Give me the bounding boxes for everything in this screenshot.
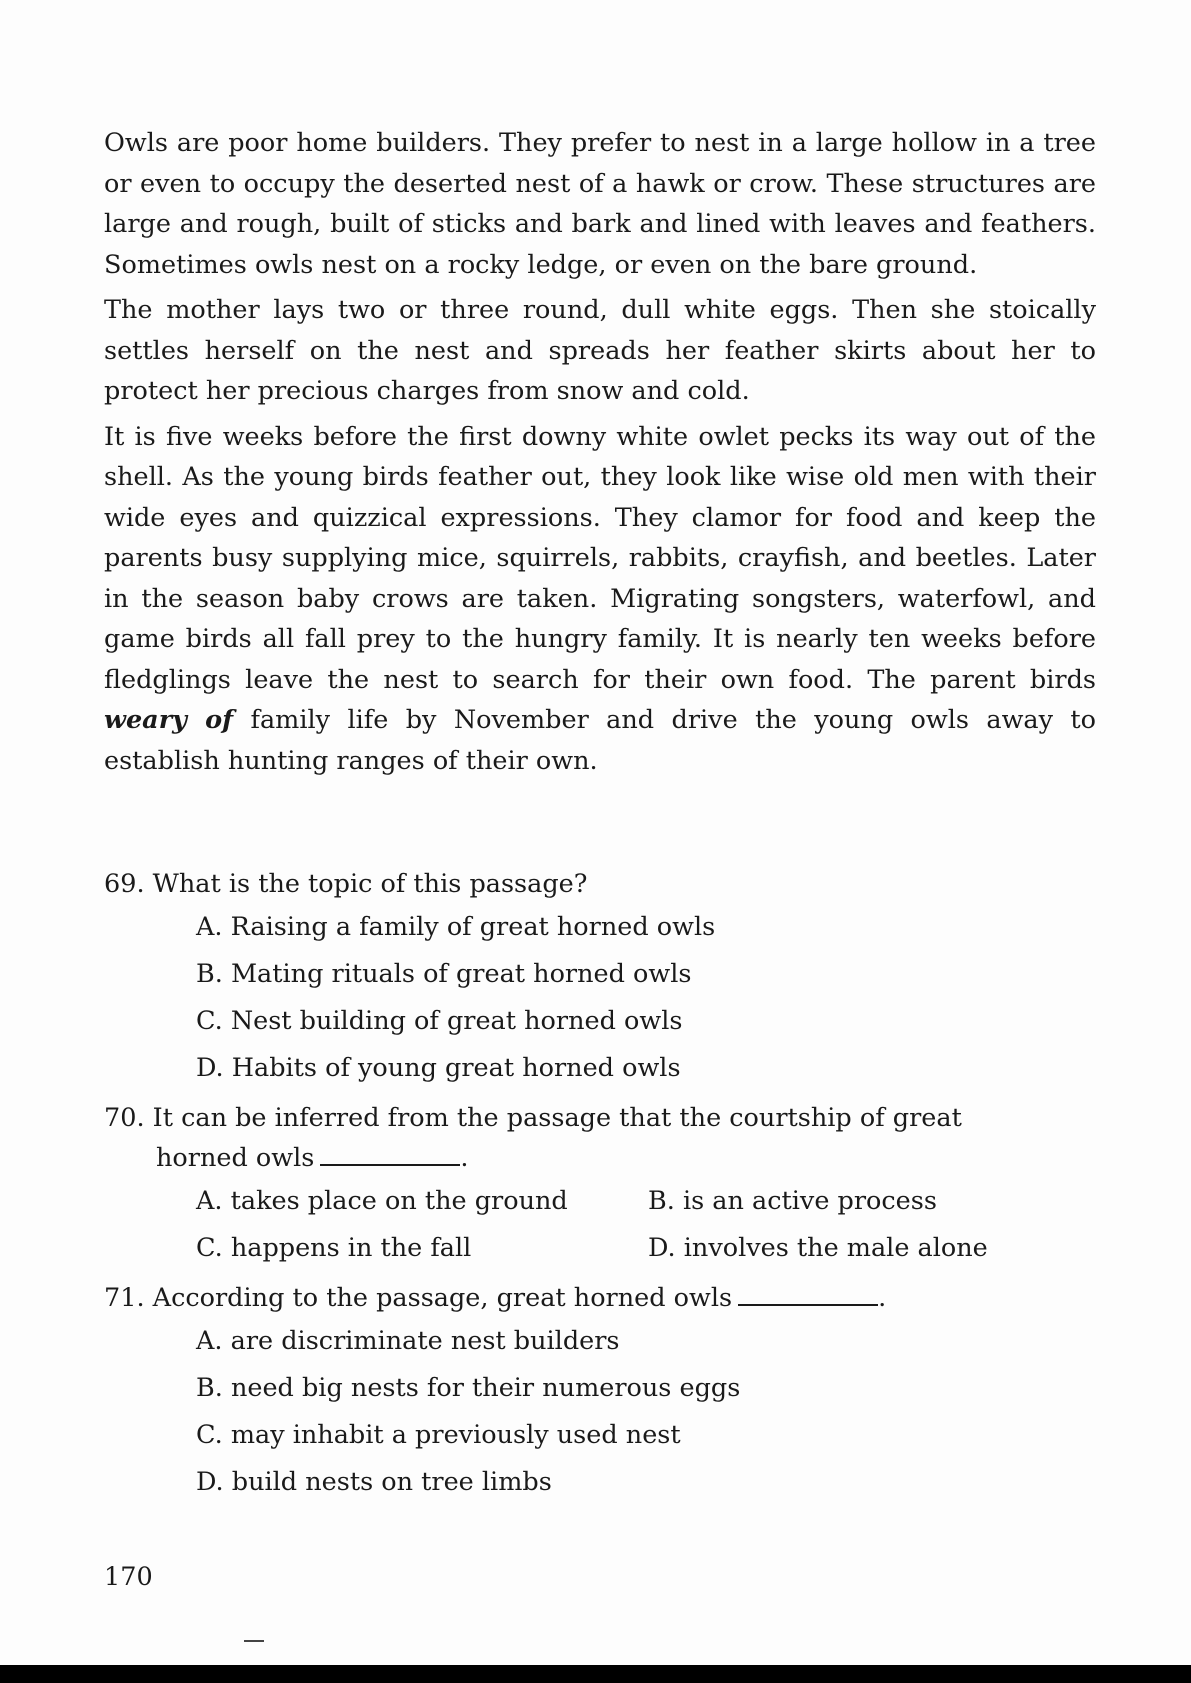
question-71	[104, 1278, 1096, 1506]
question-71-stem	[104, 1278, 1096, 1318]
question-70-option-b: B. is an active process	[648, 1186, 937, 1216]
question-69	[104, 864, 1096, 1092]
question-70	[104, 1098, 1096, 1272]
emphasized-phrase: weary of	[104, 705, 234, 735]
passage-paragraph-3	[104, 417, 1096, 782]
question-70-option-a: A. takes place on the ground	[196, 1186, 568, 1216]
question-71-stem-text: 71. According to the passage, great horned owls	[104, 1283, 733, 1313]
question-71-option-a: A. are discriminate nest builders	[196, 1326, 620, 1356]
question-69-option-a: A. Raising a family of great horned owls	[196, 912, 716, 942]
question-70-stem-end: .	[460, 1143, 469, 1173]
answer-blank	[738, 1284, 878, 1306]
question-69-options	[104, 904, 1096, 1092]
question-70-option-c: C. happens in the fall	[196, 1233, 472, 1263]
question-70-stem: 70. It can be inferred from the passage that the courtship of great	[104, 1103, 962, 1133]
page-number: 170	[104, 1562, 153, 1592]
answer-blank	[320, 1144, 460, 1166]
question-70-options	[104, 1178, 1096, 1272]
question-70-stem-text: horned owls	[156, 1143, 315, 1173]
question-71-option-b: B. need big nests for their numerous eggs	[196, 1373, 741, 1403]
reading-passage	[104, 123, 1096, 786]
question-list	[104, 864, 1096, 1512]
passage-paragraph-3-text: It is five weeks before the first downy white owlet pecks its way out of the shell. As the young birds feather out, they look like wise old men with their wide eyes and quizzical expressions. They clamor for food and keep the parents busy supplying mice, squirrels, rabbits, crayfish, and beetles. Later in the season baby crows are taken. Migrating songsters, waterfowl, and game birds all fall prey to the hungry family. It is nearly ten weeks before fledglings leave the nest to search for their own food. The parent birds	[104, 421, 1096, 695]
question-71-option-c: C. may inhabit a previously used nest	[196, 1420, 681, 1450]
question-70-stem-continued	[104, 1138, 1096, 1178]
question-69-option-c: C. Nest building of great horned owls	[196, 1006, 683, 1036]
question-69-option-b: B. Mating rituals of great horned owls	[196, 959, 692, 989]
question-69-option-d: D. Habits of young great horned owls	[196, 1053, 681, 1083]
scan-border	[0, 1665, 1191, 1683]
question-71-option-d: D. build nests on tree limbs	[196, 1467, 552, 1497]
question-69-stem: 69. What is the topic of this passage?	[104, 869, 588, 899]
passage-paragraph-3-text-end: family life by November and drive the young owls away to establish hunting ranges of their own.	[104, 705, 1097, 776]
question-71-stem-end: .	[878, 1283, 887, 1313]
question-71-options	[104, 1318, 1096, 1506]
question-70-option-d: D. involves the male alone	[648, 1233, 988, 1263]
passage-paragraph-1: Owls are poor home builders. They prefer to nest in a large hollow in a tree or even to occupy the deserted nest of a hawk or crow. These structures are large and rough, built of sticks and bark and lined with leaves and feathers. Sometimes owls nest on a rocky ledge, or even on the bare ground.	[104, 128, 1096, 280]
stray-mark	[244, 1640, 264, 1642]
passage-paragraph-2: The mother lays two or three round, dull white eggs. Then she stoically settles herself on the nest and spreads her feather skirts about her to protect her precious charges from snow and cold.	[104, 295, 1096, 406]
